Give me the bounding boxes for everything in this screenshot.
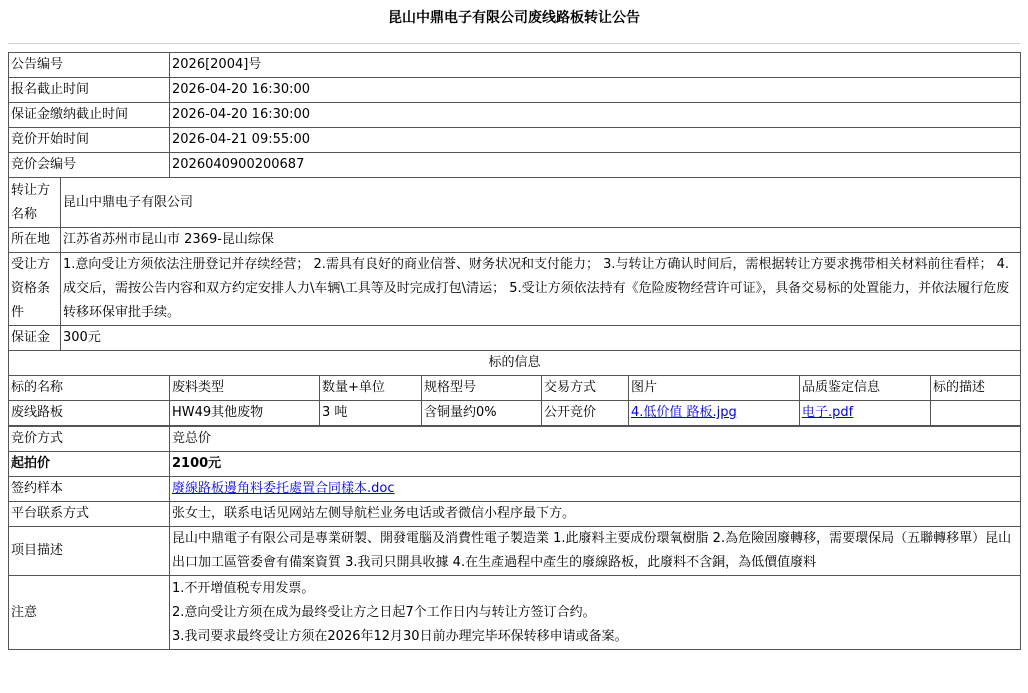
contact-label: 平台联系方式 — [9, 502, 170, 527]
lot-desc — [931, 401, 1021, 426]
table-row — [9, 178, 1021, 228]
location-value: 江苏省苏州市昆山市 2369-昆山综保 — [61, 228, 1021, 253]
note-item: 2.意向受让方须在成为最终受让方之日起7个工作日内与转让方签订合约。 — [172, 604, 596, 620]
column-header: 废料类型 — [170, 376, 320, 401]
info-label: 竞价开始时间 — [9, 128, 170, 153]
info-label: 报名截止时间 — [9, 78, 170, 103]
project-description: 昆山中鼎電子有限公司是專業研製、開發電腦及消費性電子製造業 1.此廢料主要成份環氧樹脂 2.為危險固廢轉移，需要環保局（五聯轉移單）昆山出口加工區管委會有備案資質 3.我司只開具收據 4.在生產過程中產生的廢線路板，此廢料不含銅，為低價值廢料 — [170, 527, 1021, 576]
page-title: 昆山中鼎电子有限公司废线路板转让公告 — [388, 10, 640, 26]
lot-table — [8, 350, 1021, 426]
column-header: 图片 — [629, 376, 800, 401]
info-label: 公告编号 — [9, 53, 170, 78]
table-row — [9, 351, 1021, 376]
terms-table — [8, 426, 1021, 650]
contract-label: 签约样本 — [9, 477, 170, 502]
info-value: 2026[2004]号 — [170, 53, 1021, 78]
lot-section-title: 标的信息 — [9, 351, 1021, 376]
column-header: 规格型号 — [422, 376, 542, 401]
table-row — [9, 427, 1021, 452]
note-item: 3.我司要求最终受让方须在2026年12月30日前办理完毕环保转移申请或备案。 — [172, 628, 628, 644]
info-label: 保证金缴纳截止时间 — [9, 103, 170, 128]
deposit-value: 300元 — [61, 326, 1021, 351]
table-row — [9, 452, 1021, 477]
bid-method-value: 竞总价 — [170, 427, 1021, 452]
table-row — [9, 401, 1021, 426]
project-label: 项目描述 — [9, 527, 170, 576]
start-price-value: 2100元 — [170, 452, 1021, 477]
info-value: 2026040900200687 — [170, 153, 1021, 178]
table-row — [9, 326, 1021, 351]
lot-type: HW49其他废物 — [170, 401, 320, 426]
bid-method-label: 竞价方式 — [9, 427, 170, 452]
notes-label: 注意 — [9, 576, 170, 650]
location-label: 所在地 — [9, 228, 61, 253]
contract-sample-link[interactable]: 廢線路板邊角料委托處置合同樣本.doc — [172, 481, 395, 496]
transferor-table — [8, 177, 1021, 351]
announcement-info-table — [8, 52, 1021, 178]
table-row — [9, 477, 1021, 502]
column-header: 数量+单位 — [320, 376, 422, 401]
column-header: 品质鉴定信息 — [800, 376, 931, 401]
quality-report-link[interactable]: 电子.pdf — [802, 405, 854, 420]
column-header: 标的名称 — [9, 376, 170, 401]
transferor-label: 转让方名称 — [9, 178, 61, 228]
lot-spec: 含铜量约0% — [422, 401, 542, 426]
lot-method: 公开竞价 — [542, 401, 629, 426]
table-row — [9, 78, 1021, 103]
note-item: 1.不开增值税专用发票。 — [172, 580, 315, 596]
table-row — [9, 53, 1021, 78]
table-row — [9, 153, 1021, 178]
table-row — [9, 128, 1021, 153]
lot-quality-cell — [800, 401, 931, 426]
table-row — [9, 228, 1021, 253]
table-row — [9, 502, 1021, 527]
lot-image-cell — [629, 401, 800, 426]
info-value: 2026-04-21 09:55:00 — [170, 128, 1021, 153]
info-value: 2026-04-20 16:30:00 — [170, 103, 1021, 128]
column-header: 标的描述 — [931, 376, 1021, 401]
title-divider — [8, 43, 1020, 44]
column-header: 交易方式 — [542, 376, 629, 401]
qualification-value: 1.意向受让方须依法注册登记并存续经营； 2.需具有良好的商业信誉、财务状况和支付能力； 3.与转让方确认时间后，需根据转让方要求携带相关材料前往看样； 4.成交后，需按公告内容和双方约定安排人力\车辆\工具等及时完成打包\清运； 5.受让方须依法持有《危险废物经营许可证》，具备交易标的处置能力，并依法履行危废转移环保审批手续。 — [61, 253, 1021, 326]
image-link[interactable]: 4.低价值 路板.jpg — [631, 405, 737, 420]
deposit-label: 保证金 — [9, 326, 61, 351]
lot-name: 废线路板 — [9, 401, 170, 426]
table-row — [9, 103, 1021, 128]
transferor-value: 昆山中鼎电子有限公司 — [61, 178, 1021, 228]
info-label: 竞价会编号 — [9, 153, 170, 178]
qualification-label: 受让方资格条件 — [9, 253, 61, 326]
lot-quantity: 3 吨 — [320, 401, 422, 426]
table-row — [9, 253, 1021, 326]
contract-cell — [170, 477, 1021, 502]
notes-cell — [170, 576, 1021, 650]
lot-header-row — [9, 376, 1021, 401]
start-price-label: 起拍价 — [9, 452, 170, 477]
contact-value: 张女士，联系电话见网站左侧导航栏业务电话或者微信小程序最下方。 — [170, 502, 1021, 527]
table-row — [9, 576, 1021, 650]
table-row — [9, 527, 1021, 576]
info-value: 2026-04-20 16:30:00 — [170, 78, 1021, 103]
